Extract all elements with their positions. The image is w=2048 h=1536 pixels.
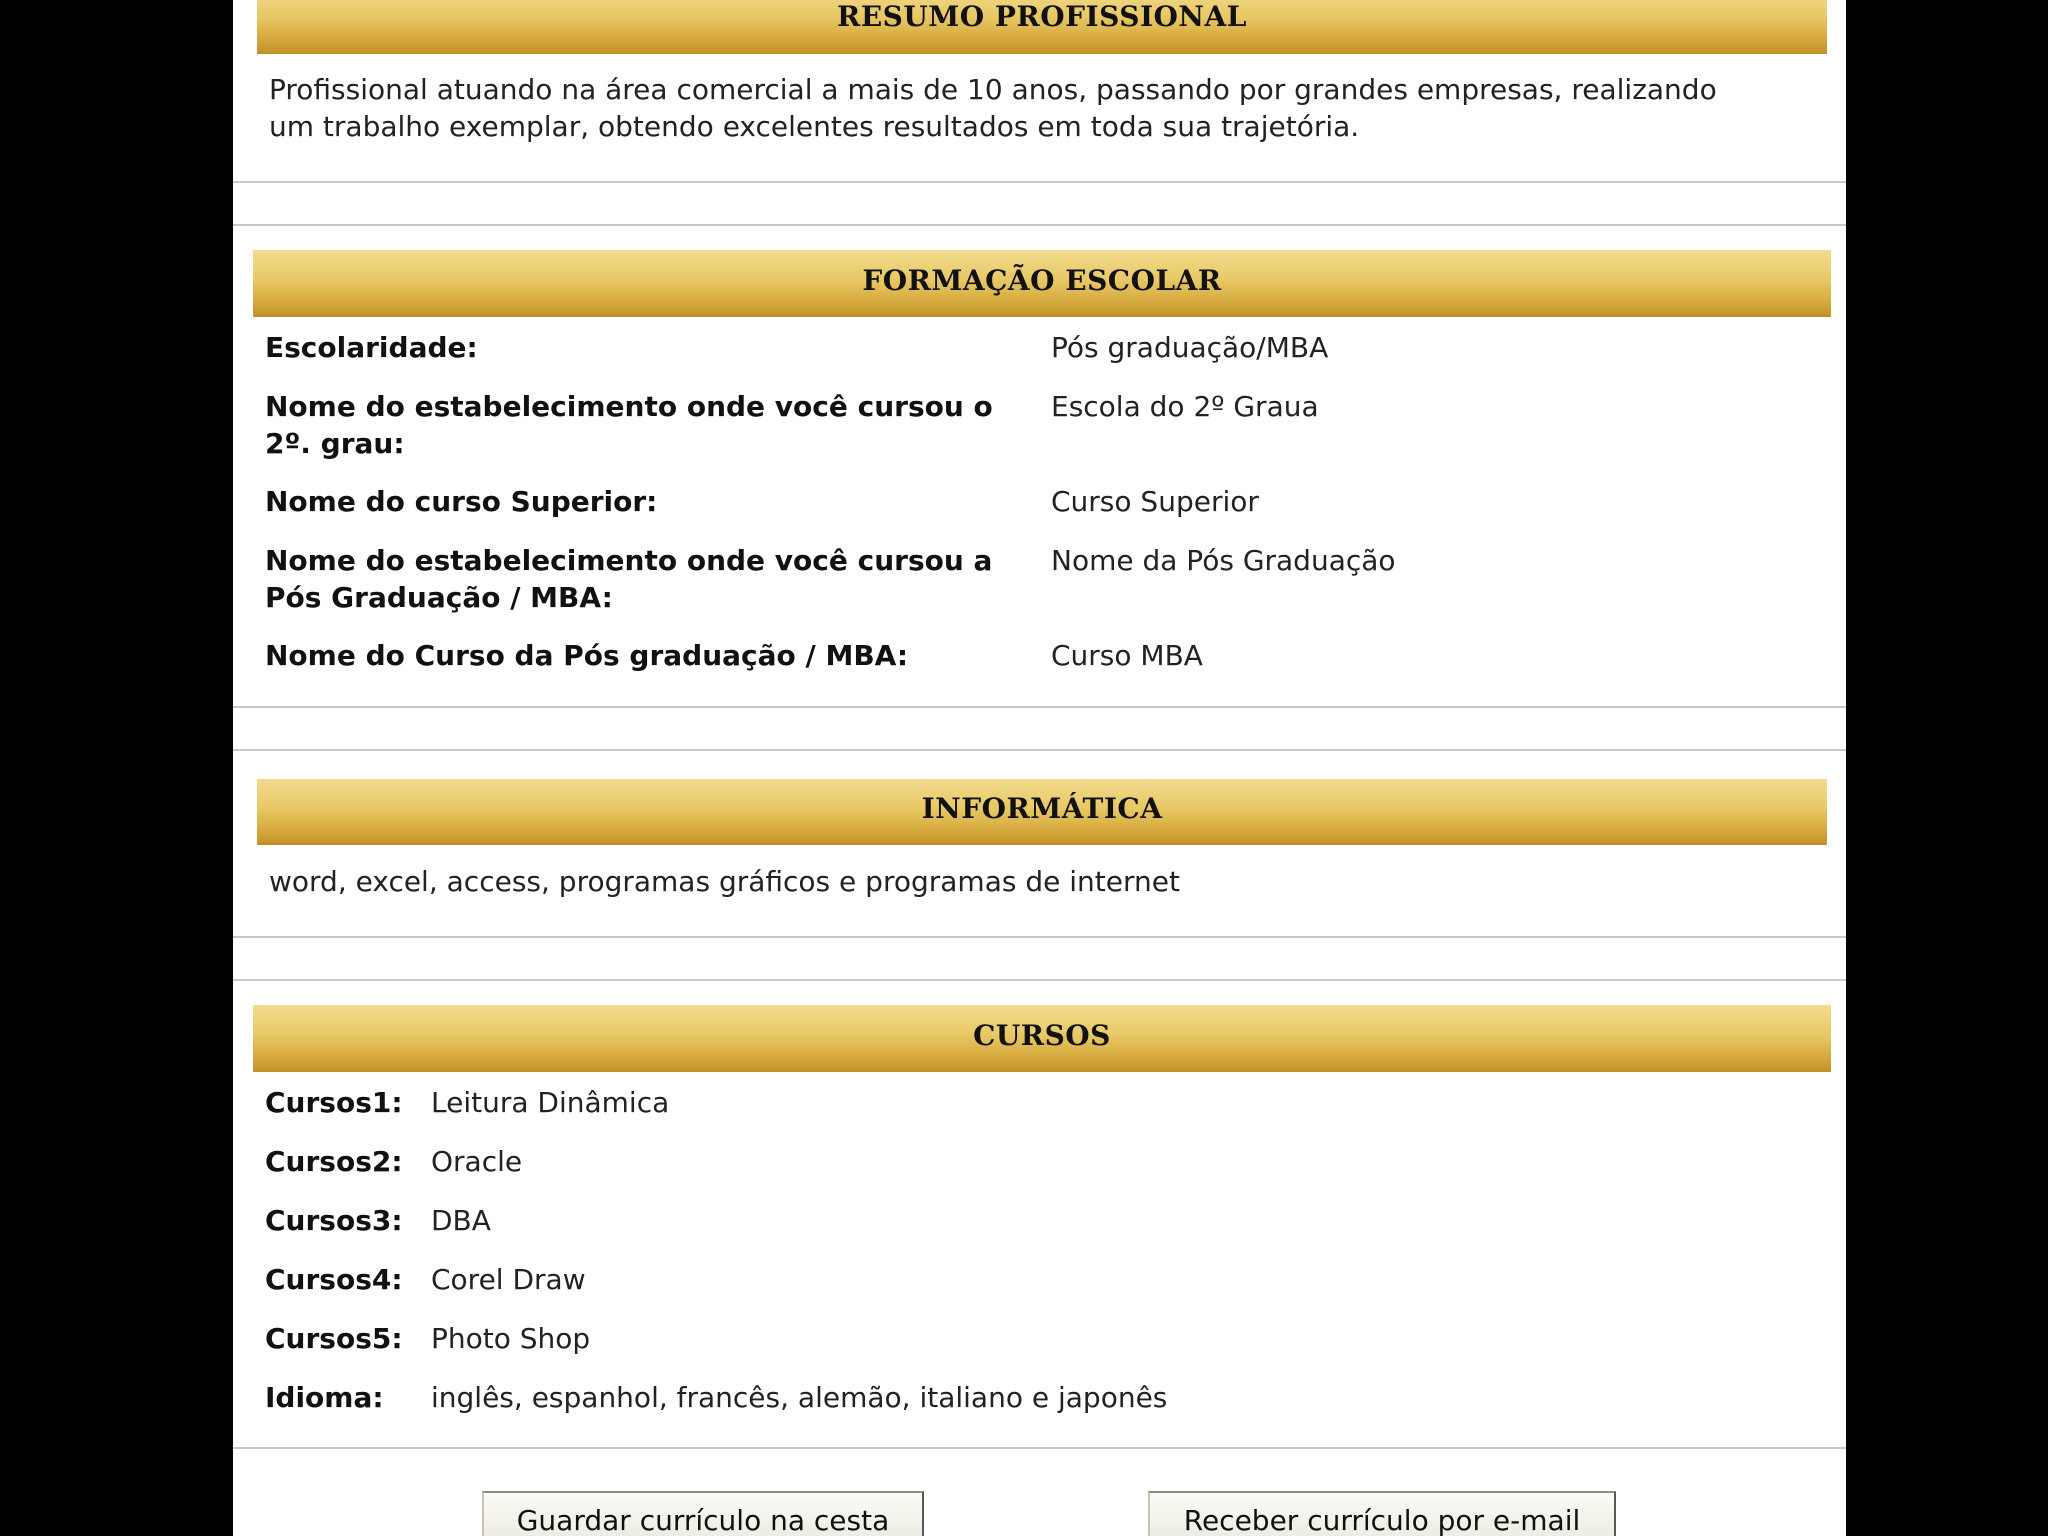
resume-page [233,0,1846,1536]
label-escolaridade: Escolaridade: [265,331,478,364]
value-curso-superior: Curso Superior [1051,485,1259,518]
label-estabelecimento-2grau-line-2: 2º. grau: [265,427,405,460]
section-header-resumo [257,0,1827,54]
label-estabelecimento-pos [265,542,1035,616]
label-idioma: Idioma: [265,1381,384,1414]
value-idioma: inglês, espanhol, francês, alemão, italiano e japonês [431,1381,1168,1414]
divider [233,224,1846,226]
label-curso-superior: Nome do curso Superior: [265,485,658,518]
section-header-informatica [257,779,1827,845]
section-header-formacao [253,250,1831,317]
divider [233,749,1846,751]
save-to-basket-button[interactable]: Guardar currículo na cesta [482,1491,924,1536]
label-cursos5: Cursos5: [265,1322,403,1355]
divider [233,1447,1846,1449]
informatica-text: word, excel, access, programas gráficos e programas de internet [269,865,1180,898]
divider [233,181,1846,183]
section-title-formacao: FORMAÇÃO ESCOLAR [862,264,1222,297]
resumo-text-line-2: um trabalho exemplar, obtendo excelentes resultados em toda sua trajetória. [269,110,1360,143]
label-curso-pos: Nome do Curso da Pós graduação / MBA: [265,639,909,672]
section-title-resumo: RESUMO PROFISSIONAL [837,0,1247,33]
divider [233,979,1846,981]
resumo-text [269,71,1809,145]
value-cursos5: Photo Shop [431,1322,591,1355]
section-header-cursos [253,1005,1831,1072]
section-title-cursos: CURSOS [973,1019,1111,1052]
label-estabelecimento-2grau-line-1: Nome do estabelecimento onde você cursou o [265,390,993,423]
label-estabelecimento-pos-line-1: Nome do estabelecimento onde você cursou a [265,544,993,577]
resumo-text-line-1: Profissional atuando na área comercial a mais de 10 anos, passando por grandes empresas, realizando [269,73,1717,106]
label-cursos1: Cursos1: [265,1086,403,1119]
value-cursos4: Corel Draw [431,1263,586,1296]
value-cursos3: DBA [431,1204,491,1237]
section-title-informatica: INFORMÁTICA [921,792,1163,825]
label-cursos2: Cursos2: [265,1145,403,1178]
value-cursos1: Leitura Dinâmica [431,1086,670,1119]
divider [233,706,1846,708]
label-estabelecimento-pos-line-2: Pós Graduação / MBA: [265,581,613,614]
value-estabelecimento-2grau: Escola do 2º Graua [1051,390,1319,423]
value-estabelecimento-pos: Nome da Pós Graduação [1051,544,1396,577]
value-cursos2: Oracle [431,1145,523,1178]
value-curso-pos: Curso MBA [1051,639,1203,672]
label-estabelecimento-2grau [265,388,1035,462]
receive-by-email-button[interactable]: Receber currículo por e-mail [1148,1491,1616,1536]
label-cursos3: Cursos3: [265,1204,403,1237]
value-escolaridade: Pós graduação/MBA [1051,331,1329,364]
label-cursos4: Cursos4: [265,1263,403,1296]
divider [233,936,1846,938]
